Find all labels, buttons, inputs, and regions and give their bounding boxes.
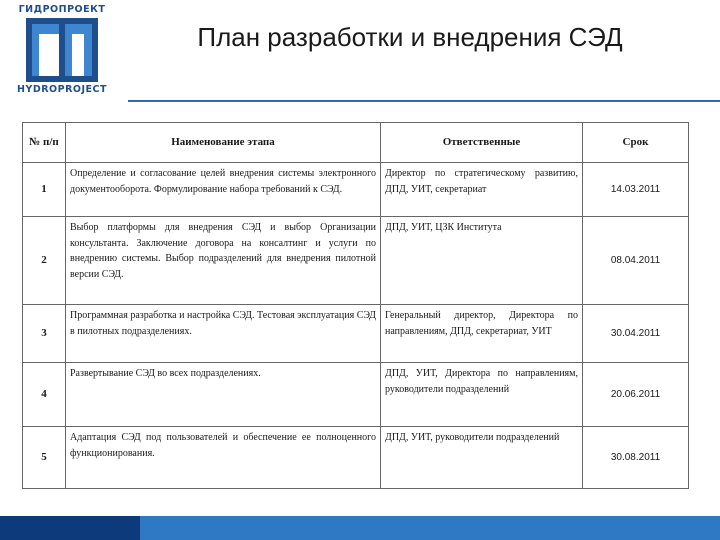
row-responsible: ДПД, УИТ, руководители подразделений [381,427,583,489]
header-responsible: Ответственные [381,123,583,163]
logo-mark-icon [26,18,98,82]
row-num: 4 [23,363,66,427]
table-row [23,305,689,363]
row-stage: Развертывание СЭД во всех подразделениях. [66,363,381,427]
header-stage: Наименование этапа [66,123,381,163]
row-responsible: Генеральный директор, Директора по направлениям, ДПД, секретариат, УИТ [381,305,583,363]
logo-top-text: ГИДРОПРОЕКТ [18,4,106,15]
row-deadline: 30.04.2011 [583,305,689,363]
row-deadline: 20.06.2011 [583,363,689,427]
table-row [23,427,689,489]
plan-table [22,122,689,489]
row-num: 1 [23,163,66,217]
page-title: План разработки и внедрения СЭД [197,22,623,52]
row-num: 2 [23,217,66,305]
row-responsible: Директор по стратегическому развитию, ДПД, УИТ, секретариат [381,163,583,217]
header-num: № п/п [23,123,66,163]
row-responsible: ДПД, УИТ, ЦЗК Института [381,217,583,305]
row-deadline: 14.03.2011 [583,163,689,217]
row-responsible: ДПД, УИТ, Директора по направлениям, руководители подразделений [381,363,583,427]
row-stage: Выбор платформы для внедрения СЭД и выбор Организации консультанта. Заключение договора на консалтинг и услуги по внедрению системы. Выбор подразделений для внедрения пилотной версии СЭД. [66,217,381,305]
row-num: 5 [23,427,66,489]
company-logo [8,4,116,96]
title-divider [128,100,720,102]
row-stage: Определение и согласование целей внедрения системы электронного документооборота. Формулирование набора требований к СЭД. [66,163,381,217]
row-stage: Адаптация СЭД под пользователей и обеспечение ее полноценного функционирования. [66,427,381,489]
table-row [23,217,689,305]
logo-bottom-text: HYDROPROJECT [17,84,107,95]
header-deadline: Срок [583,123,689,163]
row-num: 3 [23,305,66,363]
row-deadline: 30.08.2011 [583,427,689,489]
footer-bar-dark [0,516,140,540]
row-deadline: 08.04.2011 [583,217,689,305]
footer-bar-light [140,516,720,540]
table-row [23,363,689,427]
footer-bar [0,516,720,540]
row-stage: Программная разработка и настройка СЭД. Тестовая эксплуатация СЭД в пилотных подразделениях. [66,305,381,363]
table-row [23,163,689,217]
table-header-row [23,123,689,163]
